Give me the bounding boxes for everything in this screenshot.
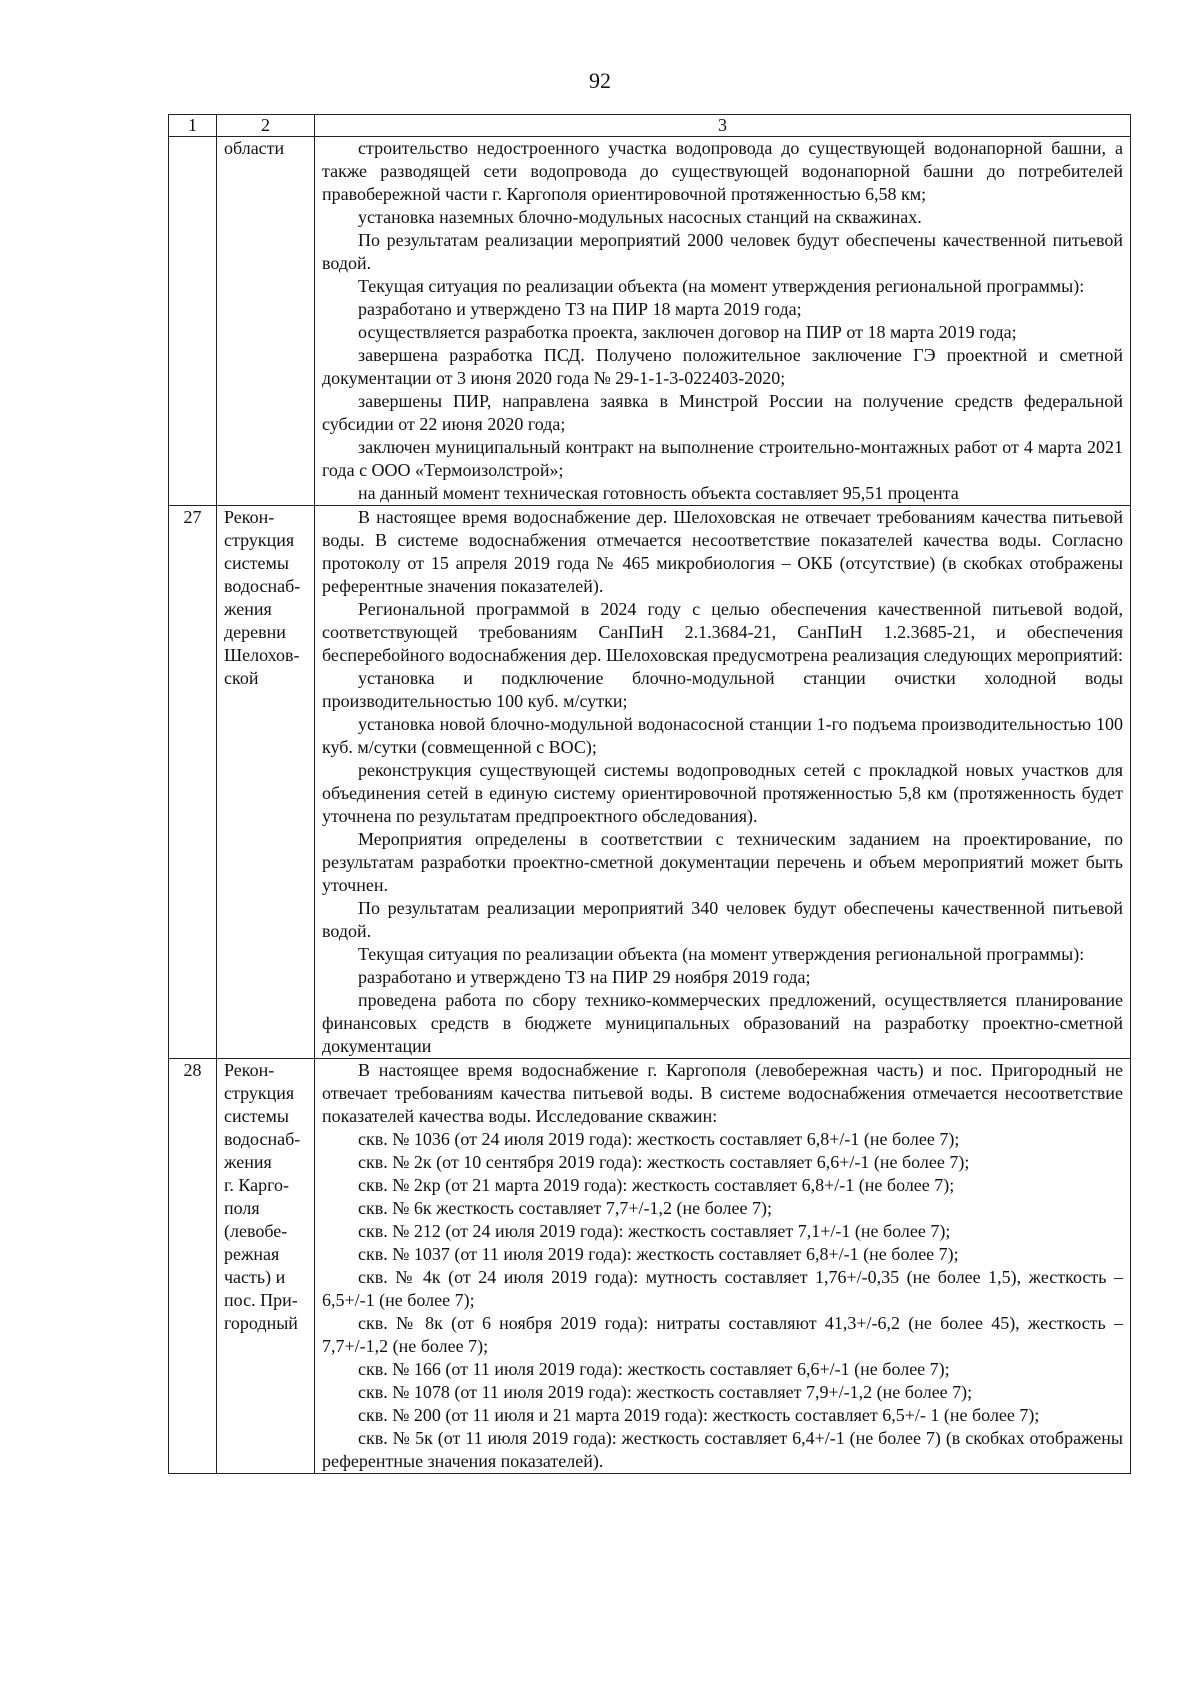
paragraph: скв. № 2к (от 10 сентября 2019 года): жесткость составляет 6,6+/-1 (не более 7); xyxy=(358,1152,970,1172)
row-number xyxy=(169,1059,217,1474)
paragraph: Текущая ситуация по реализации объекта (на момент утверждения региональной программы): xyxy=(358,944,1085,964)
paragraph: В настоящее время водоснабжение дер. Шелоховская не отвечает требованиям качества питьевой воды. В системе водоснабжения отмечается несоответствие показателей качества воды. Согласно протоколу от 15 апреля 2019 года № 465 микробиология – ОКБ (отсутствие) (в скобках отображены референтные значения показателей). xyxy=(322,507,1123,596)
object-name-line: водоснаб- xyxy=(224,1129,301,1149)
paragraph: осуществляется разработка проекта, заключен договор на ПИР от 18 марта 2019 года; xyxy=(358,322,1017,342)
paragraph: проведена работа по сбору технико-коммерческих предложений, осуществляется планирование финансовых средств в бюджете муниципальных образований на разработку проектно-сметной документации xyxy=(322,990,1123,1056)
description-cell xyxy=(315,1059,1131,1474)
paragraph: скв. № 1036 (от 24 июля 2019 года): жесткость составляет 6,8+/-1 (не более 7); xyxy=(358,1129,960,1149)
paragraph: завершены ПИР, направлена заявка в Минстрой России на получение средств федеральной субсидии от 22 июня 2020 года; xyxy=(322,391,1123,434)
object-name-line: струкция xyxy=(224,1083,295,1103)
paragraph: скв. № 166 (от 11 июля 2019 года): жесткость составляет 6,6+/-1 (не более 7); xyxy=(358,1359,950,1379)
paragraph: на данный момент техническая готовность объекта составляет 95,51 процента xyxy=(358,483,959,503)
object-name-line: Рекон- xyxy=(224,507,275,527)
paragraph: установка новой блочно-модульной водонасосной станции 1-го подъема производительностью 100 куб. м/сутки (совмещенной с ВОС); xyxy=(322,714,1123,757)
description-cell xyxy=(315,137,1131,506)
page-number: 92 xyxy=(589,68,611,93)
document-table xyxy=(168,114,1131,1474)
paragraph: скв. № 4к (от 24 июля 2019 года): мутность составляет 1,76+/-0,35 (не более 1,5), жесткость – 6,5+/-1 (не более 7); xyxy=(322,1267,1123,1310)
object-name-line: поля xyxy=(224,1198,260,1218)
object-name xyxy=(217,506,315,1059)
object-name-line: городный xyxy=(224,1313,298,1333)
paragraph: скв. № 1078 (от 11 июля 2019 года): жесткость составляет 7,9+/-1,2 (не более 7); xyxy=(358,1382,973,1402)
row-number-text: 27 xyxy=(183,507,202,527)
table-row xyxy=(169,137,1131,506)
paragraph: разработано и утверждено ТЗ на ПИР 29 ноября 2019 года; xyxy=(358,967,811,987)
table-row xyxy=(169,506,1131,1059)
object-name-line: часть) и xyxy=(224,1267,286,1287)
object-name-line: водоснаб- xyxy=(224,576,301,596)
object-name-line: режная xyxy=(224,1244,280,1264)
object-name-line: системы xyxy=(224,1106,289,1126)
paragraph: Региональной программой в 2024 году с целью обеспечения качественной питьевой водой, соответствующей требованиям СанПиН 2.1.3684-21, СанПиН 1.2.3685-21, и обеспечения бесперебойного водоснабжения дер. Шелоховская предусмотрена реализация следующих мероприятий: xyxy=(322,599,1123,665)
object-name-line: пос. При- xyxy=(224,1290,298,1310)
paragraph: Текущая ситуация по реализации объекта (на момент утверждения региональной программы): xyxy=(358,276,1085,296)
object-name-line: Рекон- xyxy=(224,1060,275,1080)
paragraph: Мероприятия определены в соответствии с техническим заданием на проектирование, по результатам разработки проектно-сметной документации перечень и объем мероприятий может быть уточнен. xyxy=(322,829,1123,895)
object-name xyxy=(217,1059,315,1474)
paragraph: скв. № 1037 (от 11 июля 2019 года): жесткость составляет 6,8+/-1 (не более 7); xyxy=(358,1244,959,1264)
header-cell-3: 3 xyxy=(315,115,1131,137)
table-header-row xyxy=(169,115,1131,137)
paragraph: скв. № 5к (от 11 июля 2019 года): жесткость составляет 6,4+/-1 (не более 7) (в скобках отображены референтные значения показателей). xyxy=(322,1428,1123,1471)
paragraph: установка наземных блочно-модульных насосных станций на скважинах. xyxy=(358,207,922,227)
paragraph: скв. № 2кр (от 21 марта 2019 года): жесткость составляет 6,8+/-1 (не более 7); xyxy=(358,1175,955,1195)
paragraph: В настоящее время водоснабжение г. Каргополя (левобережная часть) и пос. Пригородный не отвечает требованиям качества питьевой воды. В системе водоснабжения отмечается несоответствие показателей качества воды. Исследование скважин: xyxy=(322,1060,1123,1126)
object-name-line: ской xyxy=(224,668,259,688)
paragraph: завершена разработка ПСД. Получено положительное заключение ГЭ проектной и сметной документации от 3 июня 2020 года № 29-1-1-3-022403-2020; xyxy=(322,345,1123,388)
object-name-line: жения xyxy=(224,599,272,619)
paragraph: заключен муниципальный контракт на выполнение строительно-монтажных работ от 4 марта 2021 года с ООО «Термоизолстрой»; xyxy=(322,437,1123,480)
paragraph: установка и подключение блочно-модульной станции очистки холодной воды производительностью 100 куб. м/сутки; xyxy=(322,668,1123,711)
paragraph: строительство недостроенного участка водопровода до существующей водонапорной башни, а также разводящей сети водопровода до существующей водонапорной башни до потребителей правобережной части г. Каргополя ориентировочной протяженностью 6,58 км; xyxy=(322,138,1123,204)
header-cell-1: 1 xyxy=(169,115,217,137)
description-cell xyxy=(315,506,1131,1059)
paragraph: реконструкция существующей системы водопроводных сетей с прокладкой новых участков для объединения сетей в единую систему ориентировочной протяженностью 5,8 км (протяженность будет уточнена по результатам предпроектного обследования). xyxy=(322,760,1123,826)
paragraph: По результатам реализации мероприятий 340 человек будут обеспечены качественной питьевой водой. xyxy=(322,898,1123,941)
paragraph: разработано и утверждено ТЗ на ПИР 18 марта 2019 года; xyxy=(358,299,802,319)
row-number xyxy=(169,506,217,1059)
row-number xyxy=(169,137,217,506)
paragraph: скв. № 200 (от 11 июля и 21 марта 2019 года): жесткость составляет 6,5+/- 1 (не более 7); xyxy=(358,1405,1040,1425)
object-name-line: г. Карго- xyxy=(224,1175,290,1195)
paragraph: скв. № 8к (от 6 ноября 2019 года): нитраты составляют 41,3+/-6,2 (не более 45), жесткость – 7,7+/-1,2 (не более 7); xyxy=(322,1313,1123,1356)
paragraph: скв. № 6к жесткость составляет 7,7+/-1,2 (не более 7); xyxy=(358,1198,773,1218)
paragraph: скв. № 212 (от 24 июля 2019 года): жесткость составляет 7,1+/-1 (не более 7); xyxy=(358,1221,951,1241)
header-cell-2: 2 xyxy=(217,115,315,137)
table-row xyxy=(169,1059,1131,1474)
object-name-line: (левобе- xyxy=(224,1221,288,1241)
object-name-line: струкция xyxy=(224,530,295,550)
object-name-line: деревни xyxy=(224,622,286,642)
row-number-text: 28 xyxy=(183,1060,202,1080)
object-name-line: жения xyxy=(224,1152,272,1172)
object-name xyxy=(217,137,315,506)
object-name-line: Шелохов- xyxy=(224,645,300,665)
object-name-line: системы xyxy=(224,553,289,573)
object-name-line: области xyxy=(224,138,285,158)
paragraph: По результатам реализации мероприятий 2000 человек будут обеспечены качественной питьевой водой. xyxy=(322,230,1123,273)
